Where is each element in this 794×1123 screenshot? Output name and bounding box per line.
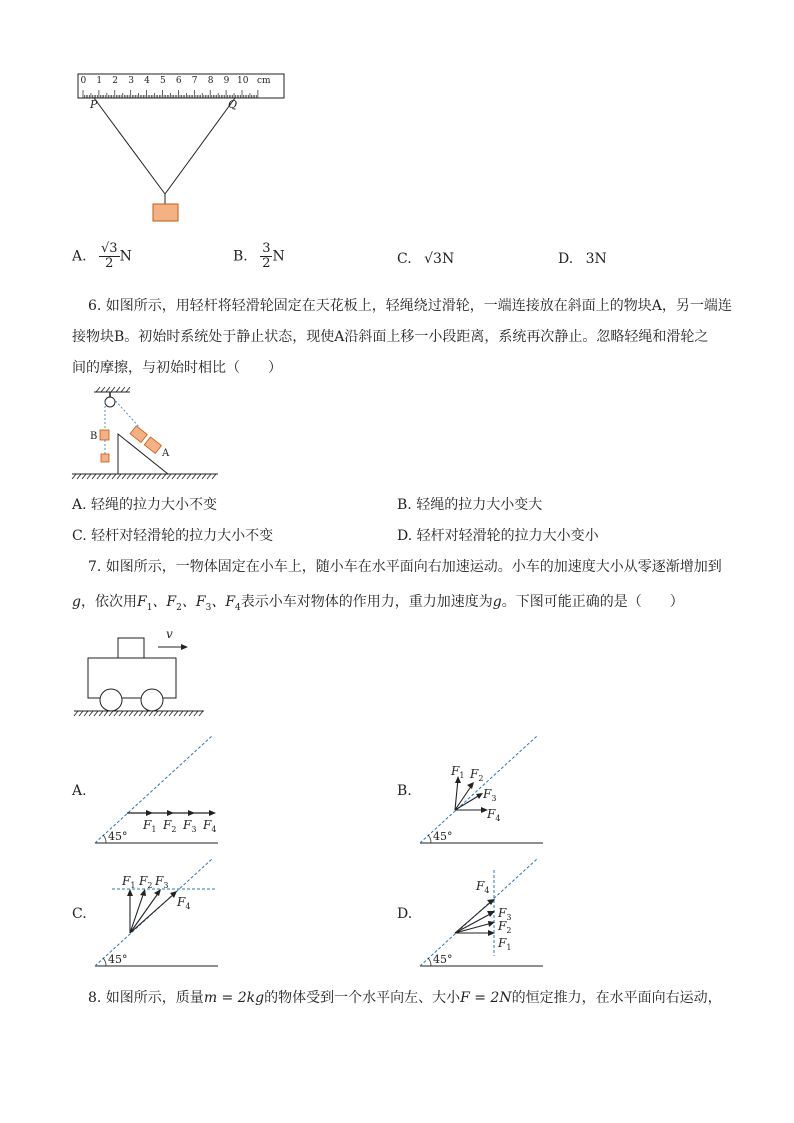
hanging-block <box>153 204 178 221</box>
arrow-head <box>181 644 188 650</box>
option-label: C. <box>397 251 412 267</box>
hatch-line <box>102 474 106 479</box>
diagram-c <box>90 856 225 971</box>
hatch-line <box>174 711 178 716</box>
ruler-number: 5 <box>160 76 166 86</box>
hatch-line <box>79 711 83 716</box>
arrow-f1 <box>146 810 153 816</box>
q5-option-b[interactable] <box>233 242 285 271</box>
hatch-line <box>152 474 156 479</box>
q6-option-d[interactable]: D. 轻杆对轻滑轮的拉力大小变小 <box>397 528 599 544</box>
label-p: P <box>90 98 98 111</box>
hatch-line <box>157 474 161 479</box>
f2: $F_2$ <box>166 594 182 613</box>
text-seg: ，依次用 <box>80 594 137 610</box>
q7-option-d[interactable]: D. <box>397 906 413 922</box>
q6-text-line2: 接物块B。初始时系统处于静止状态，现使A沿斜面上移一小段距离，系统再次静止。忽略轻绳和滑轮之 <box>72 329 709 345</box>
hatch-line <box>147 474 151 479</box>
hatch-line <box>132 474 136 479</box>
diagram-b <box>415 733 550 848</box>
hatch-line <box>117 474 121 479</box>
hatch-line <box>72 474 76 479</box>
symbol-g: g <box>72 594 81 610</box>
hatch-line <box>82 474 86 479</box>
arrow-f2 <box>140 889 146 896</box>
q7-option-b[interactable]: B. <box>397 783 412 799</box>
text-seg: 8. 如图所示，质量 <box>88 990 204 1006</box>
hatch-line <box>84 711 88 716</box>
option-value: 3N <box>585 251 607 267</box>
block-b <box>100 430 109 440</box>
diagram-a <box>90 733 225 848</box>
hatch-line <box>207 474 211 479</box>
text-seg: 。下图可能正确的是（ ） <box>501 594 684 610</box>
option-label: B. <box>233 248 248 265</box>
ruler-number: 4 <box>144 76 150 86</box>
hatch-line <box>114 711 118 716</box>
hatch-line <box>104 711 108 716</box>
q7-option-a[interactable]: A. <box>72 783 87 799</box>
pulley-figure <box>70 386 230 486</box>
hatch-line <box>119 711 123 716</box>
hatch-line <box>172 474 176 479</box>
label-f4: $F_4$ <box>203 818 217 834</box>
hatch-line <box>109 711 113 716</box>
hatch-line <box>107 474 111 479</box>
ruler-number: 3 <box>128 76 134 86</box>
q7-option-c[interactable]: C. <box>72 906 87 922</box>
hatch-line <box>197 474 201 479</box>
rope-to-a <box>113 398 140 428</box>
block-b-lower <box>101 454 109 462</box>
hatch-line <box>97 474 101 479</box>
q6-option-b[interactable]: B. 轻绳的拉力大小变大 <box>397 497 543 513</box>
hatch-line <box>167 474 171 479</box>
label-f4: $F_4$ <box>487 807 501 823</box>
symbol-g: g <box>492 594 502 610</box>
mass-value: m = 2kg <box>203 990 265 1006</box>
label-f2: $F_2$ <box>163 818 177 834</box>
q6-option-c[interactable]: C. 轻杆对轻滑轮的拉力大小不变 <box>72 528 274 544</box>
hatch-line <box>182 474 186 479</box>
hatch-line <box>127 474 131 479</box>
q5-option-c[interactable] <box>397 251 454 267</box>
unit: N <box>119 248 132 265</box>
ruler-number: 1 <box>96 76 103 86</box>
force-arrows <box>455 901 492 933</box>
text-seg: 表示小车对物体的作用力，重力加速度为 <box>240 594 493 610</box>
hatch-line <box>154 711 158 716</box>
angle-label: 45° <box>433 953 453 966</box>
label-f2: $F_2$ <box>470 767 484 783</box>
fraction <box>99 242 120 271</box>
ceiling-hatch <box>96 387 130 392</box>
hatch-line <box>149 711 153 716</box>
hatch-line <box>179 711 183 716</box>
label-f3: $F_3$ <box>498 906 512 922</box>
wheel-left <box>100 689 122 711</box>
q6-text-line1: 6. 如图所示，用轻杆将轻滑轮固定在天花板上，轻绳绕过滑轮，一端连接放在斜面上的物块A，另一端连 <box>88 298 732 314</box>
object-on-cart <box>118 638 144 658</box>
hatch-line <box>169 711 173 716</box>
force-arrows <box>130 892 174 933</box>
numerator: 3 <box>262 241 271 256</box>
hatch-line <box>199 711 203 716</box>
angle-arc <box>103 958 106 966</box>
hatch-line <box>112 474 116 479</box>
q6-text-line3: 间的摩擦，与初始时相比（ ） <box>72 360 282 376</box>
rope-left <box>94 98 165 194</box>
velocity-label: v <box>166 627 173 641</box>
f3: $F_3$ <box>195 594 212 613</box>
hatch-line <box>74 711 78 716</box>
f1: $F_1$ <box>136 594 153 613</box>
fraction <box>260 242 272 271</box>
f4: $F_4$ <box>225 594 241 613</box>
hatch-line <box>122 474 126 479</box>
q5-option-d[interactable] <box>558 251 607 267</box>
ruler-number: 9 <box>223 76 230 86</box>
angle-label: 45° <box>108 953 128 966</box>
hatch-line <box>184 711 188 716</box>
angle-label: 45° <box>433 830 453 843</box>
arrow-f1 <box>127 889 133 896</box>
numerator: √3 <box>101 241 118 256</box>
hatch-line <box>77 474 81 479</box>
label-f1: $F_1$ <box>498 936 512 952</box>
angle-arc <box>103 835 106 843</box>
ruler-number: 10 <box>237 76 249 86</box>
hatch-line <box>159 711 163 716</box>
hatch-line <box>202 474 206 479</box>
text-seg: 的物体受到一个水平向左、大小 <box>264 990 461 1006</box>
label-a: A <box>162 448 170 459</box>
hatch-line <box>94 711 98 716</box>
angle-arc <box>428 958 431 966</box>
arrow-f2 <box>167 810 174 816</box>
hatch-line <box>194 711 198 716</box>
denominator: 2 <box>262 256 271 271</box>
hatch-line <box>89 711 93 716</box>
label-f1: $F_1$ <box>451 764 465 780</box>
hatch-line <box>87 474 91 479</box>
q7-text-line2 <box>72 594 684 616</box>
label-f3: $F_3$ <box>183 818 197 834</box>
label-f1: $F_1$ <box>143 818 157 834</box>
label-f2: $F_2$ <box>498 919 512 935</box>
hatch-line <box>92 474 96 479</box>
ground-hatch <box>74 711 203 716</box>
option-value: √3N <box>424 251 455 267</box>
force-value: F = 2N <box>460 990 512 1006</box>
denominator: 2 <box>105 256 114 271</box>
q7-text-line1: 7. 如图所示，一物体固定在小车上，随小车在水平面向右加速运动。小车的加速度大小从零逐渐增加到 <box>88 559 722 575</box>
hatch-line <box>164 711 168 716</box>
text-seg: 的恒定推力，在水平面向右运动， <box>511 990 722 1006</box>
q5-option-a[interactable] <box>72 242 132 271</box>
hatch-line <box>144 711 148 716</box>
label-f2: $F_2$ <box>139 874 153 890</box>
hatch-line <box>99 711 103 716</box>
label-f4: $F_4$ <box>177 895 191 911</box>
hatch-line <box>162 474 166 479</box>
hatch-line <box>212 474 216 479</box>
hatch-line <box>137 474 141 479</box>
label-q: Q <box>228 98 238 111</box>
hatch-line <box>134 711 138 716</box>
ruler-number: 6 <box>175 76 182 86</box>
ruler-number: 0 <box>80 76 87 86</box>
symbol-forces: $F_1$、$F_2$、$F_3$、$F_4$ <box>136 594 241 613</box>
diagram-d <box>415 856 550 971</box>
ruler-number: 2 <box>112 76 119 86</box>
ground-hatch <box>72 474 216 479</box>
hatch-line <box>187 474 191 479</box>
q6-option-a[interactable]: A. 轻绳的拉力大小不变 <box>72 497 218 513</box>
wheel-right <box>141 689 163 711</box>
label-f1: $F_1$ <box>122 874 136 890</box>
arrow-f3 <box>476 793 483 799</box>
angle-label: 45° <box>108 830 128 843</box>
hatch-line <box>124 711 128 716</box>
arrow-f4 <box>209 810 216 816</box>
incline-dashed <box>420 736 537 843</box>
arrow-f3 <box>188 810 195 816</box>
hatch-line <box>189 711 193 716</box>
hatch-line <box>142 474 146 479</box>
cart-body <box>88 658 176 698</box>
arrow-f3 <box>154 889 161 896</box>
label-b: B <box>90 431 98 442</box>
hatch-line <box>177 474 181 479</box>
ruler-figure <box>70 68 300 228</box>
hatch-line <box>192 474 196 479</box>
option-label: D. <box>558 251 574 267</box>
rope-right <box>165 98 238 194</box>
hatch-line <box>139 711 143 716</box>
ruler-number: 7 <box>191 76 198 86</box>
q8-text-line1 <box>88 990 722 1006</box>
angle-arc <box>428 835 431 843</box>
label-f4: $F_4$ <box>476 879 490 895</box>
ruler-unit: cm <box>257 76 271 86</box>
unit: N <box>272 248 285 265</box>
option-label: A. <box>72 248 87 265</box>
ruler-number: 8 <box>207 76 214 86</box>
cart-figure <box>70 622 210 722</box>
label-f3: $F_3$ <box>155 874 169 890</box>
hatch-line <box>129 711 133 716</box>
label-f3: $F_3$ <box>483 787 497 803</box>
